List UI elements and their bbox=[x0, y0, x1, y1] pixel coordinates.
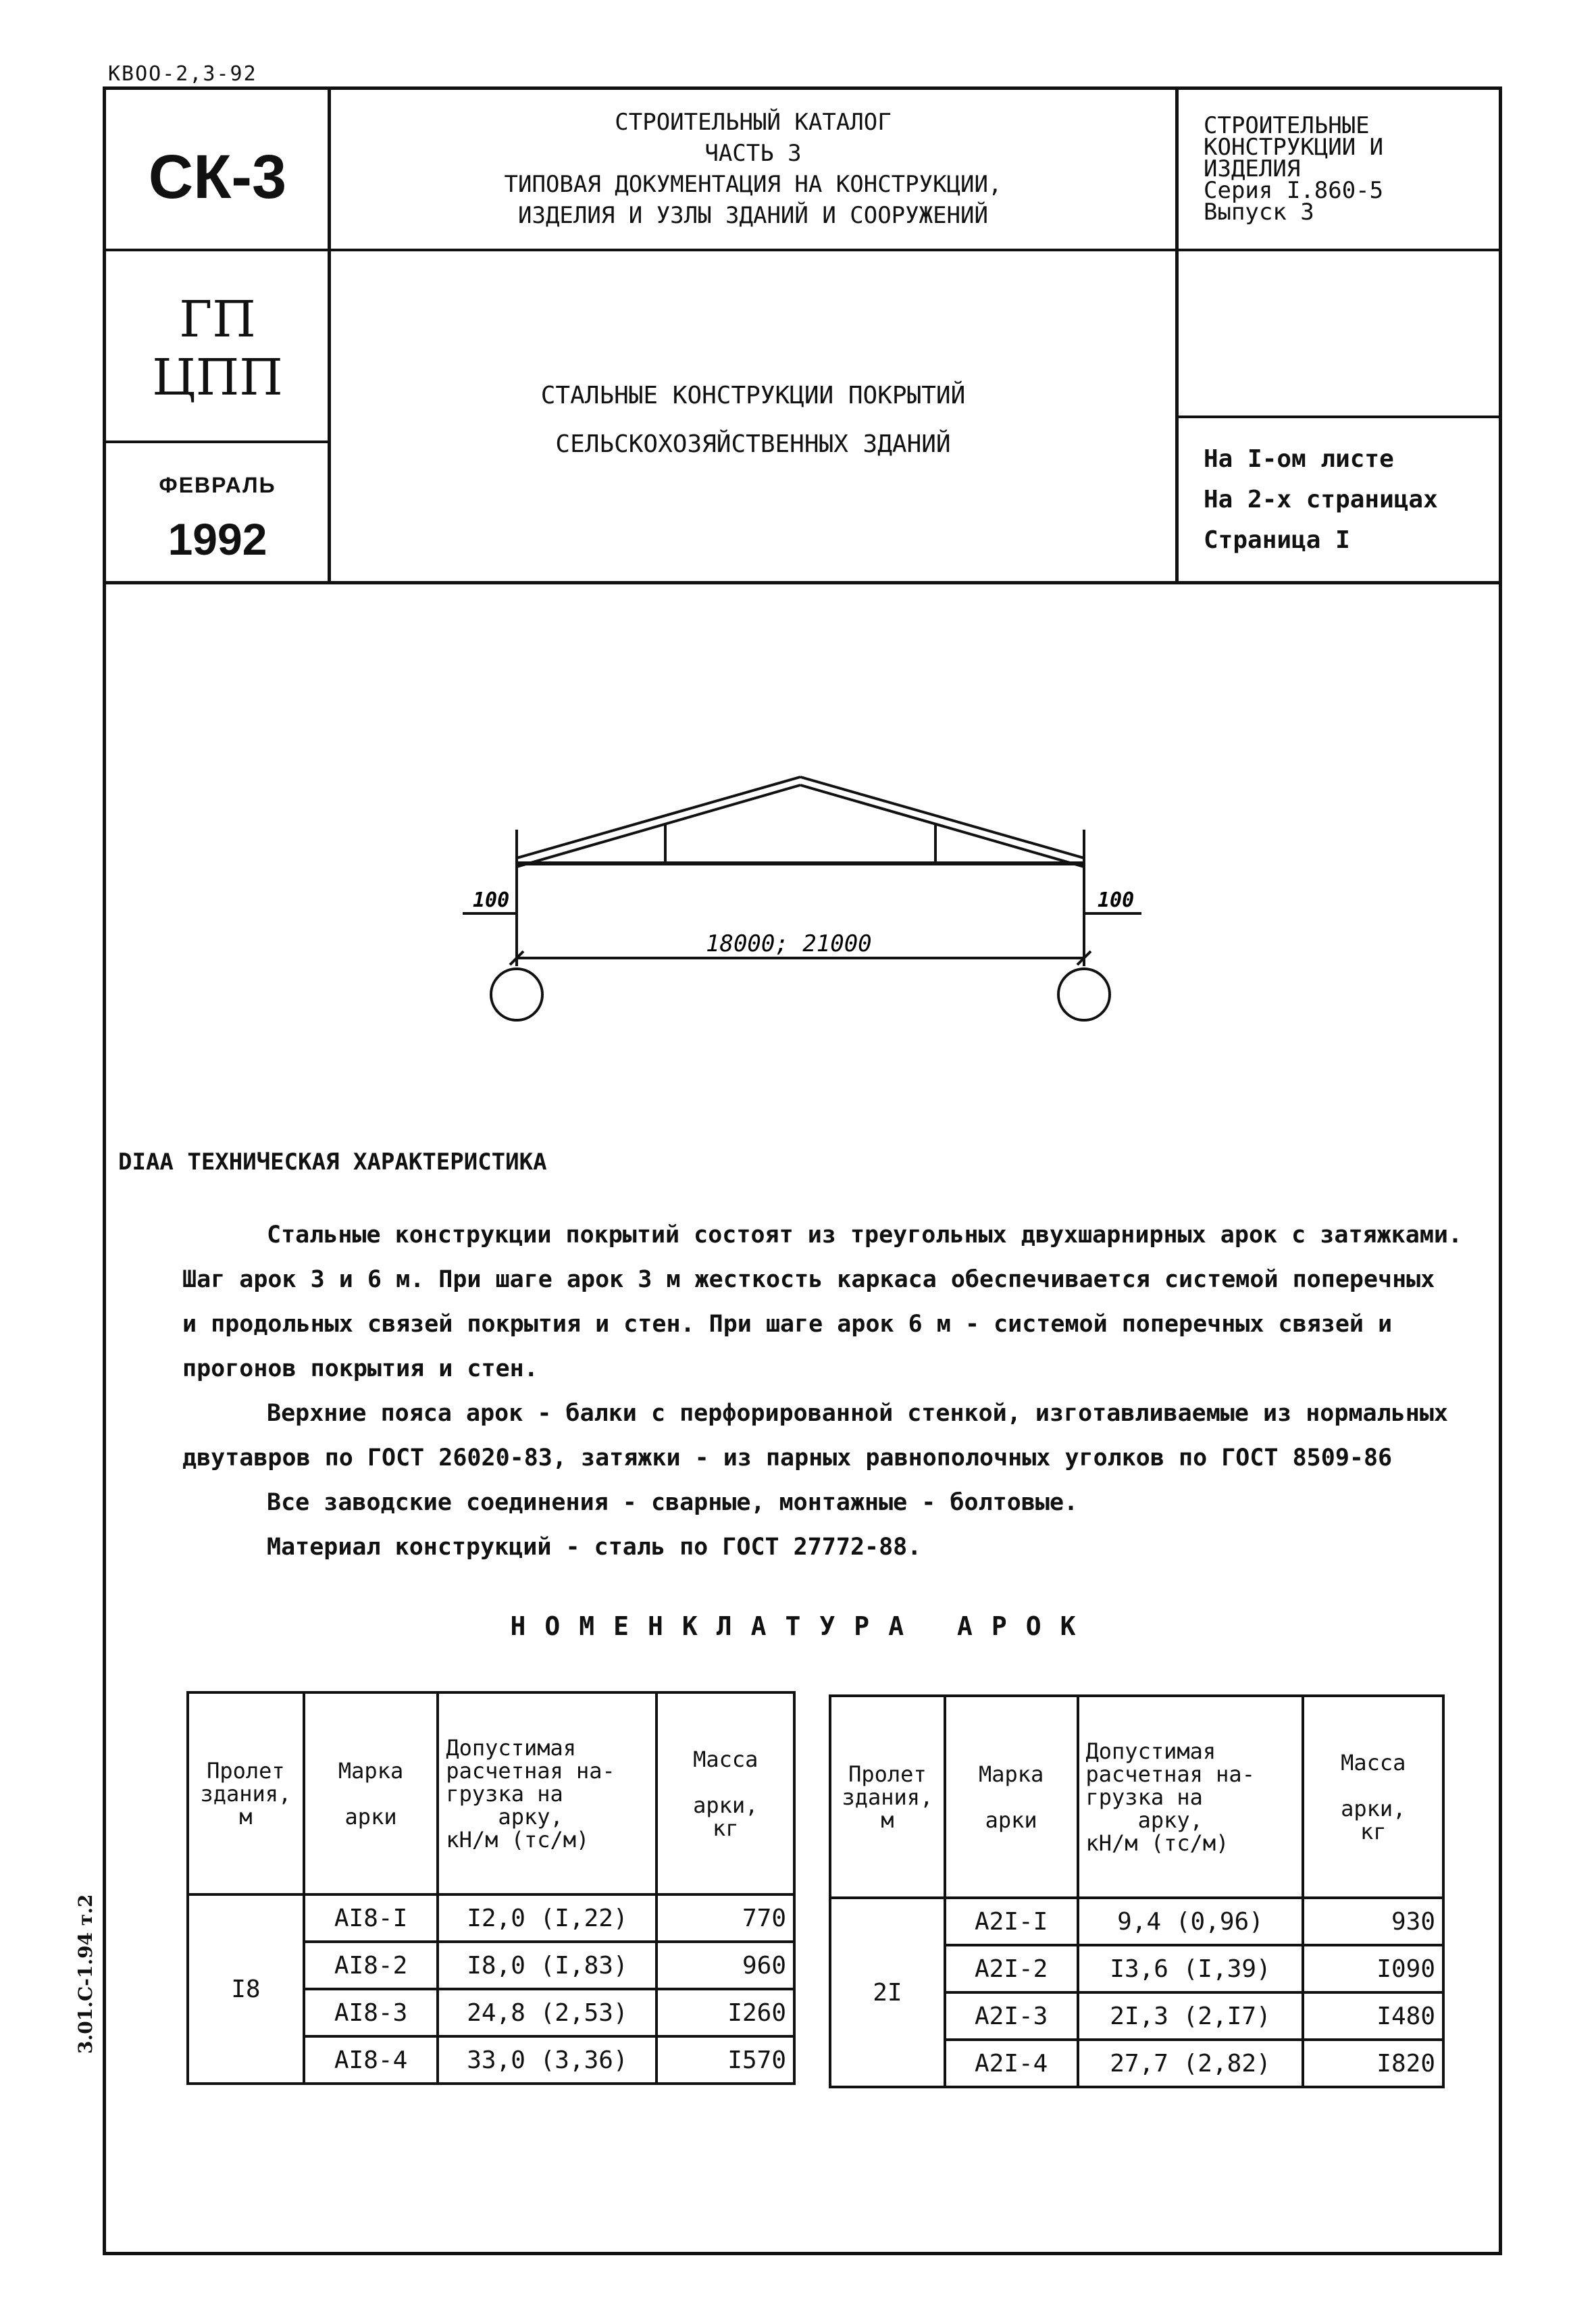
mass-cell: I480 bbox=[1303, 1992, 1443, 2040]
nomenclature-table-18 bbox=[186, 1691, 796, 2085]
right-offset-label: 100 bbox=[1098, 888, 1135, 912]
organization-line1: ГП bbox=[179, 291, 256, 349]
load-cell: 2I,3 (2,I7) bbox=[1078, 1992, 1304, 2040]
issue-month: ФЕВРАЛЬ bbox=[159, 473, 276, 497]
header-mark bbox=[304, 1692, 438, 1894]
header-text-load: Допустимая расчетная на- грузка на арку, кН/м (тс/м) bbox=[1085, 1738, 1255, 1856]
mark-cell: AI8-2 bbox=[304, 1942, 438, 1989]
paragraph-line: Материал конструкций - сталь по ГОСТ 27772-88. bbox=[267, 1534, 922, 1561]
issue-year: 1992 bbox=[168, 514, 267, 564]
catalog-line3: ТИПОВАЯ ДОКУМЕНТАЦИЯ НА КОНСТРУКЦИИ, bbox=[504, 171, 1002, 198]
mass-cell: 960 bbox=[657, 1942, 794, 1989]
header-load bbox=[438, 1692, 657, 1894]
header-divider-right bbox=[1175, 86, 1179, 583]
right-cell-line bbox=[1175, 416, 1502, 418]
left-top-chord-inner bbox=[517, 785, 800, 867]
mass-cell: 930 bbox=[1303, 1898, 1443, 1945]
nomenclature-title: НОМЕНКЛАТУРА АРОК bbox=[510, 1611, 1095, 1641]
series-line2: КОНСТРУКЦИИ И bbox=[1204, 134, 1384, 161]
catalog-line2: ЧАСТЬ 3 bbox=[704, 140, 802, 167]
mark-cell: AI8-3 bbox=[304, 1989, 438, 2036]
load-cell: 9,4 (0,96) bbox=[1078, 1898, 1304, 1945]
series-number: Серия I.860-5 bbox=[1204, 177, 1384, 204]
header-mass bbox=[1303, 1696, 1443, 1898]
mass-cell: I570 bbox=[657, 2036, 794, 2084]
header-load bbox=[1078, 1696, 1304, 1898]
table-row bbox=[188, 1894, 794, 1942]
catalog-code: СК-3 bbox=[148, 143, 287, 211]
left-cell-line bbox=[103, 441, 329, 443]
vertical-code: 3.01.С-1.94 т.2 bbox=[74, 1894, 97, 2054]
header-text-mass: Масса арки, кг bbox=[1341, 1749, 1406, 1844]
right-top-chord-inner bbox=[800, 785, 1084, 867]
mark-cell: A2I-4 bbox=[945, 2040, 1078, 2087]
left-axis-circle bbox=[491, 969, 542, 1020]
page-number: Страница I bbox=[1204, 526, 1350, 554]
span-label: 18000; 21000 bbox=[706, 930, 872, 957]
header-text-mark: Марка арки bbox=[338, 1757, 404, 1830]
mark-cell: A2I-3 bbox=[945, 1992, 1078, 2040]
header-text-span: Пролет здания, м bbox=[200, 1757, 292, 1830]
catalog-line4: ИЗДЕЛИЯ И УЗЛЫ ЗДАНИЙ И СООРУЖЕНИЙ bbox=[518, 202, 988, 229]
paragraph-line: прогонов покрытия и стен. bbox=[182, 1355, 538, 1382]
load-cell: I2,0 (I,22) bbox=[438, 1894, 657, 1942]
span-cell: 2I bbox=[830, 1898, 945, 2087]
header-span bbox=[188, 1692, 304, 1894]
mass-cell: I820 bbox=[1303, 2040, 1443, 2087]
document-title bbox=[331, 372, 1175, 469]
header-bottom-line bbox=[103, 581, 1502, 584]
right-axis-circle bbox=[1058, 969, 1110, 1020]
page-count: На 2-х страницах bbox=[1204, 486, 1438, 513]
paragraph-line: Стальные конструкции покрытий состоят из треугольных двухшарнирных арок с затяжками. bbox=[267, 1222, 1463, 1249]
load-cell: I8,0 (I,83) bbox=[438, 1942, 657, 1989]
title-line2: СЕЛЬСКОХОЗЯЙСТВЕННЫХ ЗДАНИЙ bbox=[555, 430, 951, 458]
section-heading: DIAA ТЕХНИЧЕСКАЯ ХАРАКТЕРИСТИКА bbox=[118, 1149, 547, 1176]
technical-description bbox=[182, 1213, 1466, 1569]
mark-cell: AI8-I bbox=[304, 1894, 438, 1942]
header-text-mark: Марка арки bbox=[978, 1761, 1044, 1833]
paragraph-line: и продольных связей покрытия и стен. При шаге арок 6 м - системой поперечных связей и bbox=[182, 1311, 1393, 1338]
catalog-line1: СТРОИТЕЛЬНЫЙ КАТАЛОГ bbox=[615, 109, 892, 136]
arch-drawing bbox=[439, 757, 1216, 1040]
mass-cell: 770 bbox=[657, 1894, 794, 1942]
header-text-mass: Масса арки, кг bbox=[693, 1746, 758, 1841]
load-cell: 33,0 (3,36) bbox=[438, 2036, 657, 2084]
catalog-header bbox=[331, 107, 1175, 231]
left-offset-label: 100 bbox=[473, 888, 510, 912]
mark-cell: A2I-2 bbox=[945, 1945, 1078, 1992]
header-span bbox=[830, 1696, 945, 1898]
mark-cell: A2I-I bbox=[945, 1898, 1078, 1945]
mark-cell: AI8-4 bbox=[304, 2036, 438, 2084]
sheet-count: На I-ом листе bbox=[1204, 445, 1394, 473]
mass-cell: I260 bbox=[657, 1989, 794, 2036]
sheet-info bbox=[1204, 439, 1487, 561]
series-line3: ИЗДЕЛИЯ bbox=[1204, 155, 1301, 182]
document-code: КВОО-2,3-92 bbox=[108, 62, 257, 86]
paragraph-line: Верхние пояса арок - балки с перфорированной стенкой, изготавливаемые из нормальных bbox=[267, 1400, 1448, 1427]
header-mass bbox=[657, 1692, 794, 1894]
series-line1: СТРОИТЕЛЬНЫЕ bbox=[1204, 112, 1370, 139]
header-mark bbox=[945, 1696, 1078, 1898]
issue-number: Выпуск 3 bbox=[1204, 199, 1314, 226]
title-line1: СТАЛЬНЫЕ КОНСТРУКЦИИ ПОКРЫТИЙ bbox=[540, 382, 966, 409]
paragraph-line: Шаг арок 3 и 6 м. При шаге арок 3 м жесткость каркаса обеспечивается системой поперечных bbox=[182, 1266, 1435, 1293]
load-cell: 27,7 (2,82) bbox=[1078, 2040, 1304, 2087]
table-row bbox=[830, 1898, 1443, 1945]
paragraph-line: Все заводские соединения - сварные, монтажные - болтовые. bbox=[267, 1489, 1079, 1516]
load-cell: I3,6 (I,39) bbox=[1078, 1945, 1304, 1992]
header-text-span: Пролет здания, м bbox=[842, 1761, 933, 1833]
header-text-load: Допустимая расчетная на- грузка на арку, кН/м (тс/м) bbox=[446, 1734, 615, 1853]
series-block bbox=[1204, 112, 1487, 226]
paragraph-line: двутавров по ГОСТ 26020-83, затяжки - из парных равнополочных уголков по ГОСТ 8509-86 bbox=[182, 1444, 1393, 1472]
load-cell: 24,8 (2,53) bbox=[438, 1989, 657, 2036]
mass-cell: I090 bbox=[1303, 1945, 1443, 1992]
nomenclature-table-21 bbox=[829, 1694, 1445, 2088]
left-top-chord bbox=[517, 777, 800, 858]
right-top-chord bbox=[800, 777, 1084, 858]
organization bbox=[106, 291, 329, 407]
span-cell: I8 bbox=[188, 1894, 304, 2084]
header-row-line bbox=[103, 249, 1502, 251]
organization-line2: ЦПП bbox=[152, 349, 283, 407]
